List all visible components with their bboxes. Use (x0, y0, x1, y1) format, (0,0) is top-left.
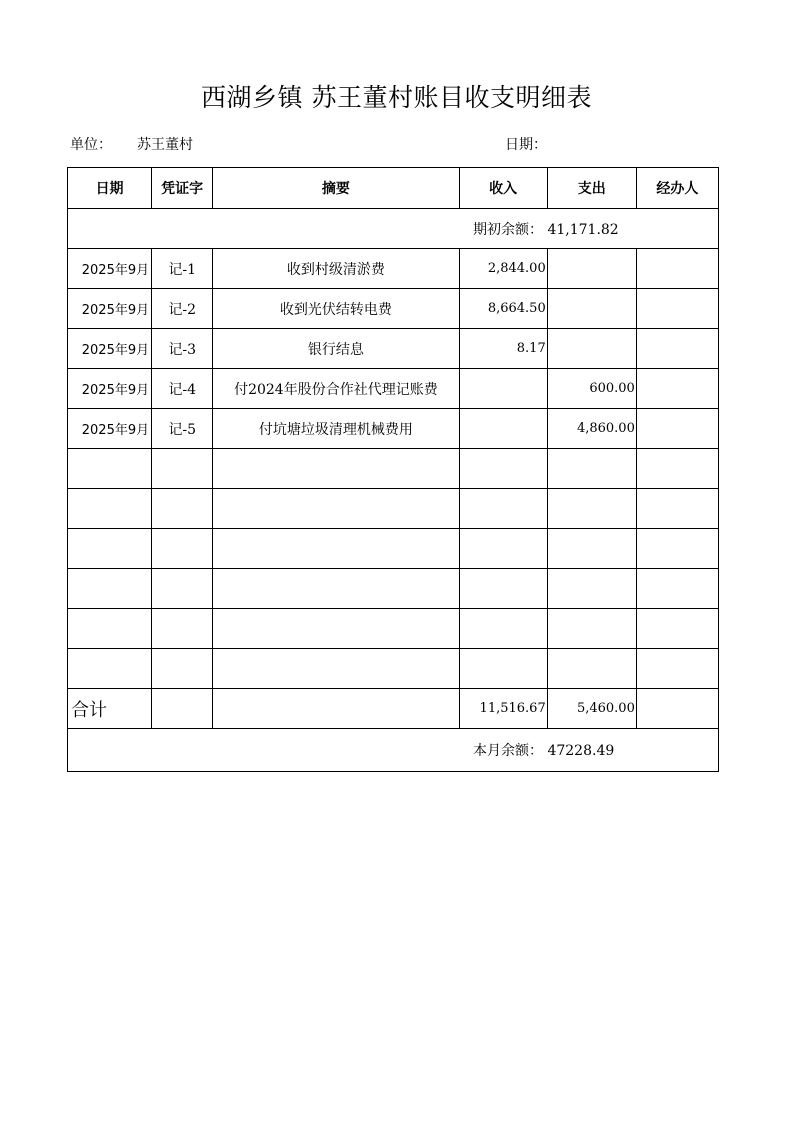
entry-expense (547, 329, 636, 369)
entry-summary: 银行结息 (213, 329, 459, 369)
table-row (68, 249, 719, 289)
entry-handler (636, 289, 718, 329)
entry-date: 2025年9月 (68, 369, 152, 409)
opening-balance-label: 期初余额： (473, 221, 543, 238)
empty-row (68, 449, 719, 489)
column-header-income: 收入 (459, 168, 547, 209)
table-row (68, 289, 719, 329)
entry-handler (636, 329, 718, 369)
entry-handler (636, 249, 718, 289)
entry-income: 8,664.50 (459, 289, 547, 329)
entry-expense (547, 289, 636, 329)
column-header-summary: 摘要 (213, 168, 459, 209)
ledger-table (67, 167, 719, 772)
column-header-expense: 支出 (547, 168, 636, 209)
entry-voucher: 记-1 (152, 249, 213, 289)
entry-voucher: 记-5 (152, 409, 213, 449)
entry-income (459, 409, 547, 449)
page-title: 西湖乡镇 苏王董村账目收支明细表 (201, 83, 592, 112)
entry-voucher: 记-2 (152, 289, 213, 329)
entry-handler (636, 369, 718, 409)
empty-row (68, 529, 719, 569)
empty-row (68, 569, 719, 609)
header-row (68, 168, 719, 209)
total-row (68, 689, 719, 729)
opening-balance-row (68, 209, 719, 249)
opening-balance-value: 41,171.82 (547, 221, 619, 238)
entry-handler (636, 409, 718, 449)
entry-date: 2025年9月 (68, 329, 152, 369)
table-row (68, 329, 719, 369)
unit-value: 苏王董村 (137, 137, 193, 153)
entry-expense: 600.00 (547, 369, 636, 409)
entry-voucher: 记-3 (152, 329, 213, 369)
entry-date: 2025年9月 (68, 249, 152, 289)
unit-label: 单位： (70, 137, 112, 153)
empty-row (68, 649, 719, 689)
column-header-date: 日期 (68, 168, 152, 209)
date-label: 日期： (505, 137, 547, 153)
empty-row (68, 489, 719, 529)
opening-balance-cell (68, 209, 719, 249)
entry-income: 2,844.00 (459, 249, 547, 289)
entry-summary: 付坑塘垃圾清理机械费用 (213, 409, 459, 449)
entry-voucher: 记-4 (152, 369, 213, 409)
closing-balance-value: 47228.49 (547, 743, 615, 759)
entry-expense: 4,860.00 (547, 409, 636, 449)
entry-summary: 付2024年股份合作社代理记账费 (213, 369, 459, 409)
entry-date: 2025年9月 (68, 289, 152, 329)
column-header-voucher: 凭证字 (152, 168, 213, 209)
table-row (68, 369, 719, 409)
entry-income (459, 369, 547, 409)
closing-balance-label: 本月余额： (473, 743, 543, 759)
entry-income: 8.17 (459, 329, 547, 369)
entry-summary: 收到光伏结转电费 (213, 289, 459, 329)
closing-balance-cell (68, 729, 719, 772)
entry-expense (547, 249, 636, 289)
total-expense: 5,460.00 (547, 689, 636, 729)
entry-summary: 收到村级清淤费 (213, 249, 459, 289)
column-header-handler: 经办人 (636, 168, 718, 209)
table-row (68, 409, 719, 449)
empty-row (68, 609, 719, 649)
total-income: 11,516.67 (459, 689, 547, 729)
total-label: 合计 (68, 689, 152, 729)
closing-balance-row (68, 729, 719, 772)
entry-date: 2025年9月 (68, 409, 152, 449)
